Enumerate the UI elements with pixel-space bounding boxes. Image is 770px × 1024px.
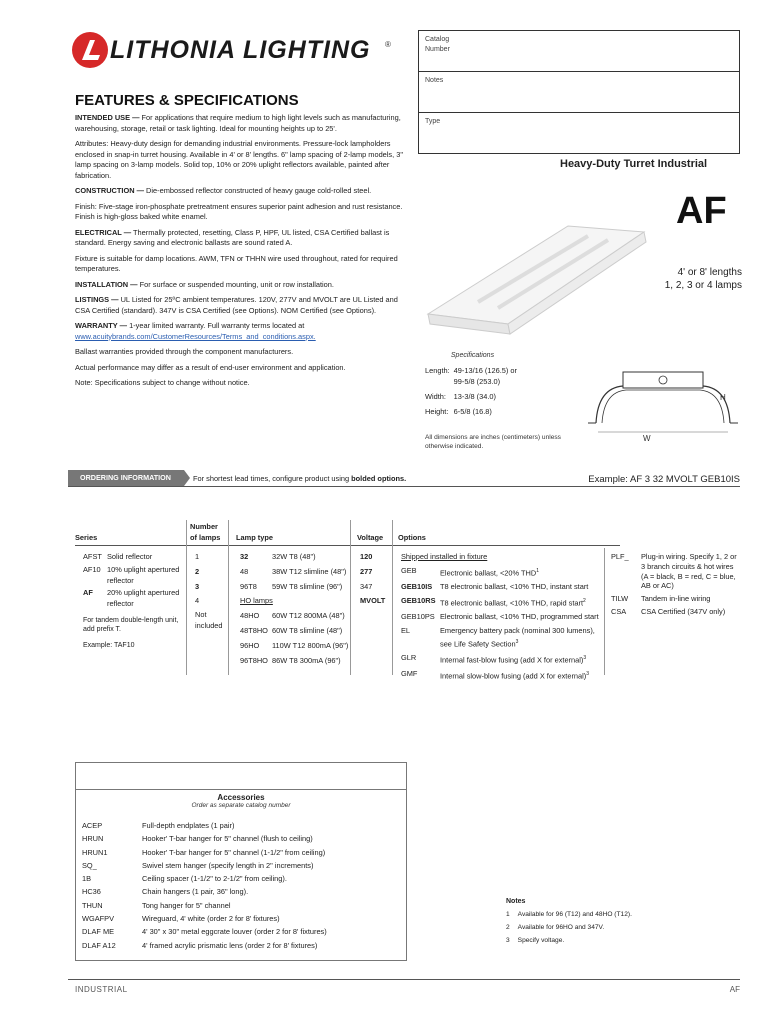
tandem-example: Example: TAF10 [83, 641, 135, 649]
series-code: AFST [83, 552, 102, 561]
series-desc: Solid reflector [107, 552, 153, 561]
lamps-value: 4 [195, 596, 200, 606]
warranty-link[interactable]: www.acuitybrands.com/CustomerResources/Terms_and_conditions.aspx. [75, 331, 316, 341]
note-text: Specify voltage. [517, 937, 565, 944]
type-field[interactable] [418, 113, 740, 154]
lamps-not: Not [195, 610, 207, 620]
listings-label: LISTINGS — [75, 295, 119, 304]
height-label: Height: [425, 407, 449, 416]
option-row [401, 596, 601, 609]
ordering-note-prefix: For shortest lead times, configure product using [193, 474, 352, 483]
note-number: 1 [506, 911, 510, 918]
damp-text: Fixture is suitable for damp locations. AWM, TFN or THHN wire used throughout, rated for required temperatures. [75, 253, 398, 273]
lamp-desc: 86W T8 300mA (96") [272, 655, 341, 665]
option-code: GEB [401, 565, 417, 575]
option-row [401, 653, 601, 666]
warranty-label: WARRANTY — [75, 321, 128, 330]
col-sep-4 [392, 520, 393, 675]
lamps-column [195, 552, 223, 632]
notes-heading: Notes [506, 898, 526, 905]
ordering-tab-arrow [184, 470, 190, 486]
accessory-row [82, 925, 335, 938]
accessory-code: DLAF A12 [82, 940, 116, 950]
width-value: 13-3/8 (34.0) [453, 392, 496, 401]
type-label: Type [425, 118, 441, 125]
brand-name: LITHONIA LIGHTING [110, 36, 371, 64]
option-code: GEB10RS [401, 595, 436, 605]
accessory-row [82, 872, 335, 885]
option-code: GLR [401, 652, 417, 662]
ordering-tab: ORDERING INFORMATION [68, 470, 184, 486]
series-row [83, 565, 183, 587]
accessory-desc: 4' 30" x 30" metal eggcrate louver (order 2 for 8' fixtures) [142, 927, 327, 937]
note-row [506, 921, 640, 934]
width-label: Width: [425, 392, 446, 401]
accessory-code: HRUN1 [82, 847, 108, 857]
accessory-row [82, 899, 335, 912]
accessory-code: THUN [82, 900, 103, 910]
diagram-h-label: H [720, 393, 726, 402]
lamp-desc: 60W T12 800MA (48") [272, 611, 345, 621]
lamps-value: 1 [195, 552, 200, 561]
lamps-header-1: Number [190, 522, 218, 531]
length-value-1: 49-13/16 (126.5) or [453, 366, 517, 375]
voltage-header: Voltage [357, 533, 384, 542]
lamps-value: 2 [195, 566, 200, 576]
accessory-desc: Hooker' T-bar hanger for 5" channel (flush to ceiling) [142, 834, 313, 844]
listings-text: UL Listed for 25ºC ambient temperatures. 120V, 277V and MVOLT are UL Listed and CSA Certified (standard). 347V is CSA Certified (see Options). NOM Certified (see Options). [75, 295, 398, 315]
lamp-code: 48T8HO [240, 625, 268, 635]
ordering-example: Example: AF 3 32 MVOLT GEB10IS [588, 474, 740, 485]
warranty-text: 1-year limited warranty. Full warranty terms located at [129, 321, 305, 330]
option-desc: Internal fast-blow fusing (add X for external) [440, 655, 584, 665]
note-number: 3 [506, 937, 510, 944]
diagram-w-label: W [643, 434, 651, 443]
option-row [611, 607, 740, 618]
accessory-code: DLAF ME [82, 927, 115, 937]
series-desc: 20% uplight apertured reflector [107, 588, 180, 609]
accessory-row [82, 846, 335, 859]
lamp-type-header: Lamp type [236, 533, 273, 542]
col-sep-1 [186, 520, 187, 675]
col-sep-3 [350, 520, 351, 675]
option-code: PLF_ [611, 552, 629, 561]
performance-note: Actual performance may differ as a result of end-user environment and application. [75, 362, 346, 372]
lamp-row [240, 626, 348, 637]
option-row [401, 612, 601, 623]
specifications-table [425, 365, 521, 417]
ho-lamps-heading: HO lamps [240, 596, 273, 606]
option-code: GMF [401, 669, 418, 679]
accessory-row [82, 832, 335, 845]
lamp-desc: 38W T12 slimline (48") [272, 566, 347, 576]
accessory-desc: Chain hangers (1 pair, 36" long). [142, 887, 249, 897]
option-row [401, 626, 601, 650]
accessory-desc: Wireguard, 4' white (order 2 for 8' fixtures) [142, 914, 280, 924]
voltage-value: 347 [360, 581, 373, 591]
accessories-subtitle: Order as separate catalog number [191, 802, 291, 809]
lamp-code: 96T8 [240, 581, 257, 591]
notes-section [506, 895, 640, 947]
voltage-value: 120 [360, 552, 373, 561]
dimension-note: All dimensions are inches (centimeters) unless otherwise indicated. [425, 434, 561, 450]
note-row [506, 908, 640, 921]
length-label: Length: [425, 366, 450, 375]
accessory-row [82, 859, 335, 872]
ordering-note [193, 474, 406, 483]
option-sup: 1 [536, 567, 539, 574]
option-sup: 3 [515, 638, 519, 645]
attributes-text: Attributes: Heavy-duty design for demanding industrial environments. Pressure-lock lampholders enclosed in snap-in turret housing. Available in 4' or 8' lengths. 6" lamp spacing of 2-lamp models, 3" lamp spacing on 3-lamp models. Solid top, 10% or 20% uplight reflectors available, painted after fabrication. [75, 139, 403, 180]
electrical-label: ELECTRICAL — [75, 227, 132, 237]
option-code: TILW [611, 594, 629, 604]
series-row [83, 552, 183, 563]
product-code: AF [676, 190, 727, 232]
ballast-note: Ballast warranties provided through the component manufacturers. [75, 347, 294, 356]
series-column [83, 552, 183, 652]
lamp-desc: 59W T8 slimline (96") [272, 581, 343, 591]
option-sup: 3 [586, 671, 590, 678]
lamp-code: 96T8HO [240, 655, 268, 665]
options-heading: Shipped installed in fixture [401, 552, 488, 561]
construction-text: Die-embossed reflector constructed of heavy gauge cold-rolled steel. [146, 186, 372, 195]
series-desc: 10% uplight apertured reflector [107, 564, 180, 585]
accessory-row [82, 912, 335, 925]
lamp-code: 32 [240, 552, 249, 561]
note-text: Available for 96HO and 347V. [517, 924, 605, 931]
lamp-row [240, 567, 348, 578]
catalog-number-label: Catalog Number [425, 36, 450, 53]
specifications-heading: Specifications [450, 352, 495, 359]
accessory-row [82, 819, 335, 832]
option-code: GEB10IS [401, 582, 433, 592]
lamp-desc: 60W T8 slimline (48") [272, 625, 343, 635]
option-row [401, 566, 601, 579]
finish-text: Finish: Five-stage iron-phosphate pretreatment ensures superior paint adhesion and rust resistance. Finish is high-gloss baked white enamel. [75, 201, 403, 221]
registered-mark: ® [385, 40, 391, 49]
accessory-row [82, 939, 335, 952]
lamp-row [240, 656, 348, 667]
option-desc: Electronic ballast, <10% THD, programmed start [440, 612, 599, 622]
accessory-desc: Tong hanger for 5" channel [142, 900, 231, 910]
accessory-desc: Ceiling spacer (1-1/2" to 2-1/2" from ceiling). [142, 874, 287, 884]
accessory-code: WGAFPV [82, 914, 115, 924]
col-sep-5 [604, 548, 605, 675]
accessory-desc: Full-depth endplates (1 pair) [142, 821, 235, 830]
option-desc: Tandem in-line wiring [641, 594, 711, 604]
tandem-note: For tandem double-length unit, add prefix T. [83, 616, 179, 634]
series-row [83, 588, 183, 610]
installation-label: INSTALLATION — [75, 279, 138, 289]
options-column [401, 552, 601, 683]
ordering-rule [68, 486, 740, 487]
option-desc: Plug-in wiring. Specify 1, 2 or 3 branch circuits & hot wires (A = black, B = red, C = blue, AB or AC) [641, 552, 737, 591]
accessory-desc: Hooker' T-bar hanger for 5" channel (1-1/2" from ceiling) [142, 847, 326, 857]
option-desc: Electronic ballast, <20% THD [440, 568, 537, 578]
option-row [611, 594, 740, 605]
option-desc: T8 electronic ballast, <10% THD, instant start [440, 582, 589, 592]
accessory-desc: 4' framed acrylic prismatic lens (order 2 for 8' fixtures) [142, 940, 318, 950]
option-code: EL [401, 625, 411, 635]
accessories-list [76, 809, 406, 960]
options-right-column [611, 552, 740, 618]
accessory-code: ACEP [82, 821, 103, 830]
option-desc: CSA Certified (347V only) [641, 606, 726, 616]
accessory-desc: Swivel stem hanger (specify length in 2" increments) [142, 860, 314, 870]
electrical-text: Thermally protected, resetting, Class P, HPF, UL listed, CSA Certified ballast is standard. Energy saving and electronic ballasts are sound rated A. [75, 227, 390, 247]
lamp-row [240, 641, 348, 652]
catalog-fields [418, 30, 740, 154]
lamps-header-2: of lamps [190, 533, 221, 542]
option-desc: T8 electronic ballast, <10% THD, rapid start [440, 598, 584, 608]
accessory-code: SQ_ [82, 860, 97, 870]
ordering-note-bold: bolded options. [351, 474, 407, 483]
series-header: Series [75, 533, 98, 542]
dimension-diagram [588, 368, 738, 448]
note-text: Available for 96 (T12) and 48HO (T12). [517, 911, 632, 918]
series-code: AF10 [83, 564, 101, 574]
accessory-row [82, 885, 335, 898]
length-value-2: 99-5/8 (253.0) [453, 377, 501, 386]
features-title: FEATURES & SPECIFICATIONS [75, 92, 299, 109]
accessories-top [76, 763, 406, 790]
option-code: CSA [611, 606, 627, 616]
lamp-row [240, 611, 348, 622]
intended-use-label: INTENDED USE — [75, 113, 140, 122]
option-code: GEB10PS [401, 612, 435, 622]
options-header: Options [398, 533, 426, 542]
lengths-text: 4' or 8' lengths [677, 267, 742, 278]
lamp-desc: 110W T12 800mA (96") [272, 640, 349, 650]
accessory-code: 1B [82, 874, 92, 884]
option-row [401, 582, 601, 593]
construction-label: CONSTRUCTION — [75, 186, 144, 195]
lamp-row [240, 582, 348, 593]
lamp-code: 48 [240, 566, 249, 576]
footer-category: INDUSTRIAL [75, 985, 128, 994]
option-sup: 3 [583, 654, 587, 661]
option-sup: 2 [583, 597, 586, 604]
footer-code: AF [729, 985, 740, 994]
height-value: 6-5/8 (16.8) [453, 407, 492, 416]
lamps-value: 3 [195, 581, 200, 591]
lamp-desc: 32W T8 (48") [272, 552, 316, 561]
lamp-row [240, 552, 348, 563]
installation-text: For surface or suspended mounting, unit or row installation. [139, 279, 334, 289]
change-note: Note: Specifications subject to change without notice. [75, 378, 250, 387]
lamp-type-column [240, 552, 348, 666]
accessory-code: HC36 [82, 887, 101, 897]
voltage-column [360, 552, 385, 607]
notes-field[interactable] [418, 72, 740, 113]
catalog-number-field[interactable] [418, 30, 740, 72]
header-rule [75, 545, 620, 546]
product-family: Heavy-Duty Turret Industrial [560, 158, 708, 170]
notes-label: Notes [425, 77, 444, 84]
option-desc: Internal slow-blow fusing (add X for external) [440, 671, 587, 681]
option-row [611, 552, 740, 591]
note-number: 2 [506, 924, 510, 931]
accessories-title: Accessories [217, 793, 265, 802]
series-code: AF [83, 588, 93, 598]
lamps-text: 1, 2, 3 or 4 lamps [664, 280, 742, 291]
features-text [75, 113, 405, 394]
intended-use-text: For applications that require medium to high light levels such as manufacturing, warehousing, storage, retail or task lighting. Ideal for mounting heights up to 25'. [75, 113, 401, 133]
fixture-image [418, 196, 654, 346]
option-row [401, 669, 601, 682]
lamp-code: 48HO [240, 611, 260, 621]
footer-rule [68, 979, 740, 980]
accessory-code: HRUN [82, 834, 104, 844]
option-desc: Emergency battery pack (nominal 300 lumens), see Life Safety Section [440, 625, 595, 649]
voltage-value: MVOLT [360, 596, 386, 606]
col-sep-2 [228, 520, 229, 675]
note-row [506, 934, 640, 947]
voltage-value: 277 [360, 566, 373, 576]
accessories-box [75, 762, 407, 961]
lamp-code: 96HO [240, 640, 260, 650]
lamps-included: included [195, 620, 223, 630]
